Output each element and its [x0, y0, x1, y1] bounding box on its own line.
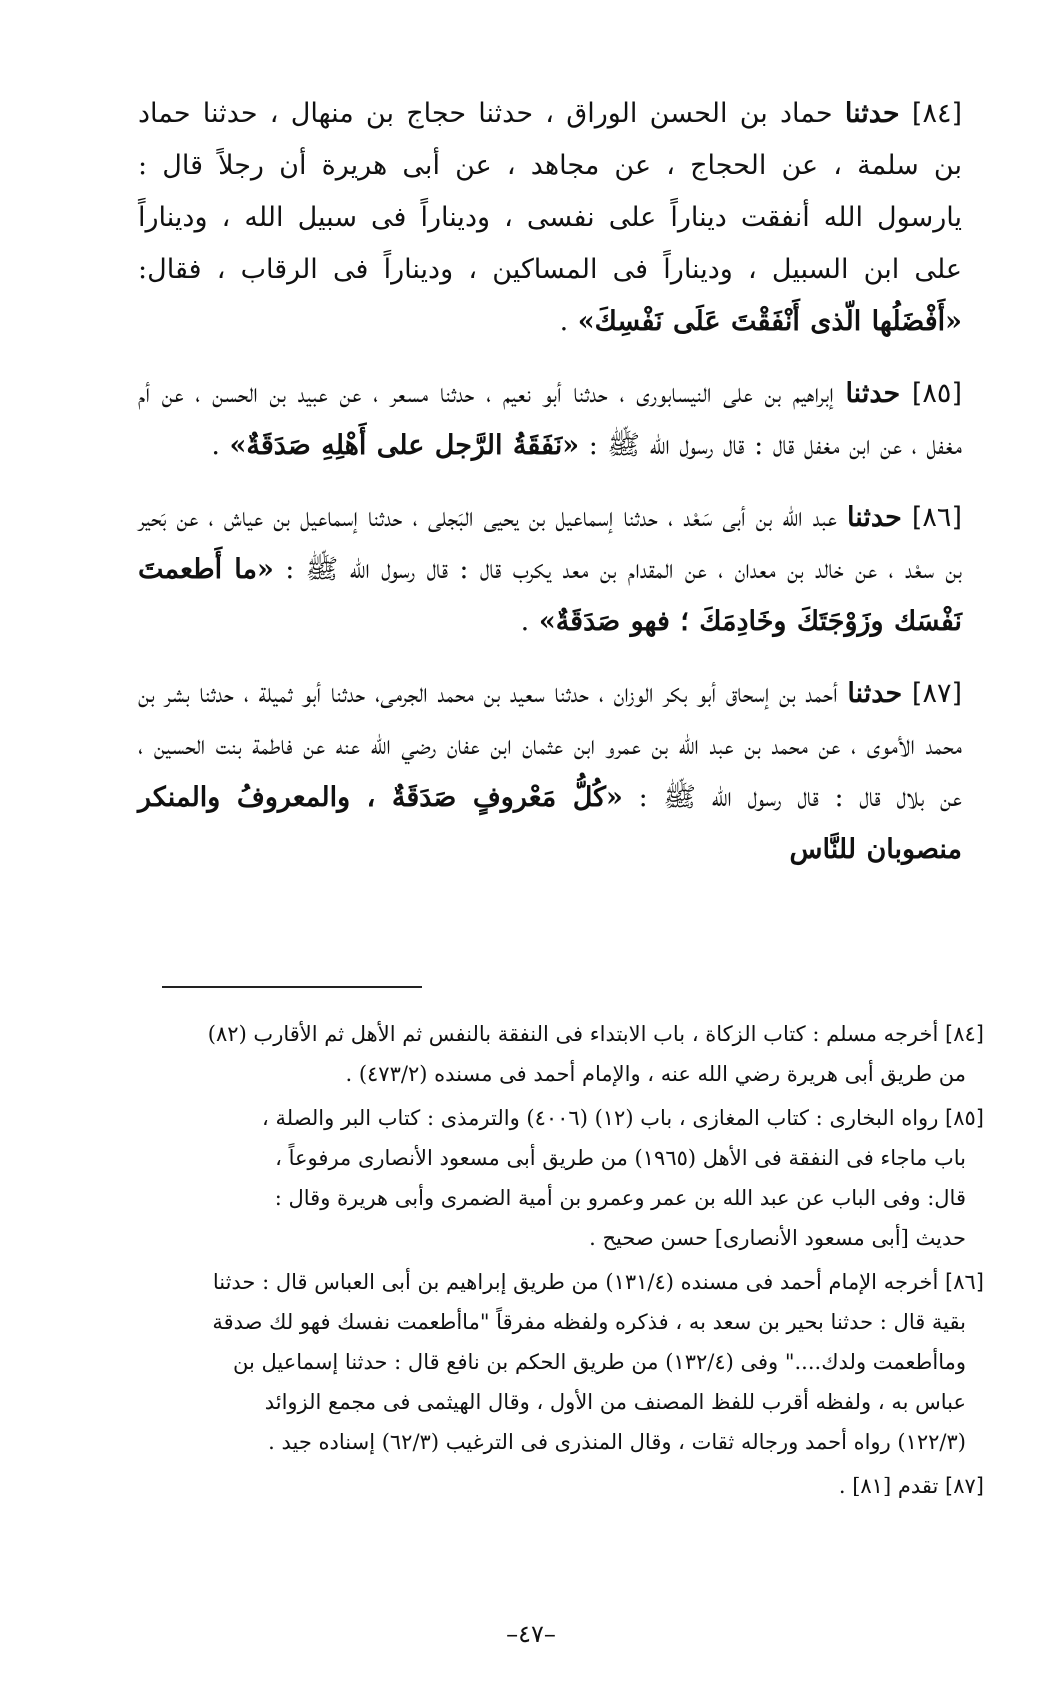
footnote-line [108, 1466, 984, 1506]
hadith-quote: «ما أَطعمتَ نَفْسَك وزَوْجَتَكَ وخَادِمَكَ ؛ فهو صَدَقَةٌ» [138, 554, 962, 637]
hadith-number: [٨٦] [911, 502, 962, 533]
hadith-text: عبد الله بن أبى سَعْد ، حدثنا إسماعيل بن يحيى البَجلى ، حدثنا إسماعيل بن عياش ، عن بَحير بن سعْد ، عن خالد بن معدان ، عن المقدام بن معد يكرب قال : قال رسول الله ﷺ : [138, 502, 962, 585]
footnote-divider [162, 986, 422, 988]
hadith-text: إبراهيم بن على النيسابورى ، حدثنا أبو نعيم ، حدثنا مسعر ، عن عبيد بن الحسن ، عن أم مغفل ، عن ابن مغفل قال : قال رسول الله ﷺ : [138, 378, 962, 461]
hadith-number: [٨٤] [911, 98, 962, 129]
footnote-text: رواه البخارى : كتاب المغازى ، باب (١٢) (٤٠٠٦) والترمذى : كتاب البر والصلة ، [262, 1106, 939, 1130]
hadith-number: [٨٥] [911, 378, 962, 409]
footnote-line: (١٢٢/٣) رواه أحمد ورجاله ثقات ، وقال المنذرى فى الترغيب (٦٢/٣) إسناده جيد . [268, 1430, 966, 1454]
hadith-quote: «نَفَقَةُ الرَّجل على أَهْلِهِ صَدَقَةٌ» [229, 430, 580, 461]
footnote-87 [108, 1466, 984, 1506]
footnote-line: من طريق أبى هريرة رضي الله عنه ، والإمام أحمد فى مسنده (٤٧٣/٢) . [345, 1062, 966, 1086]
footnote-text: أخرجه مسلم : كتاب الزكاة ، باب الابتداء فى النفقة بالنفس ثم الأهل ثم الأقارب (٨٢) [207, 1022, 939, 1046]
hadith-quote: «كُلُّ مَعْروفٍ صَدَقَةٌ ، والمعروفُ والمنكر منصوبان للنَّاس [138, 782, 962, 865]
footnote-text: تقدم [٨١] . [838, 1474, 939, 1498]
hadith-87 [138, 668, 962, 876]
footnote-line [108, 1014, 984, 1054]
footnote-line: عباس به ، ولفظه أقرب للفظ المصنف من الأول ، وقال الهيثمى فى مجمع الزوائد [264, 1390, 966, 1414]
footnote-line [108, 1098, 984, 1138]
hadith-text: أحمد بن إسحاق أبو بكر الوزان ، حدثنا سعيد بن محمد الجرمى، حدثنا أبو ثميلة ، حدثنا بشر بن محمد الأموى ، عن محمد بن عبد الله بن عمرو ابن عثمان ابن عفان رضي الله عنه عن فاطمة بنت الحسين ، عن بلال قال : قال رسول الله ﷺ : [138, 678, 962, 813]
hadith-lead: حدثنا [847, 678, 903, 709]
footnote-id: [٨٦] [945, 1270, 984, 1294]
footnote-text: أخرجه الإمام أحمد فى مسنده (١٣١/٤) من طريق إبراهيم بن أبى العباس قال : حدثنا [212, 1270, 939, 1294]
hadith-85 [138, 368, 962, 472]
hadith-end: . [520, 606, 539, 637]
page-number: –٤٧– [506, 1620, 556, 1648]
footnote-line: وماأطعمت ولدك...." وفى (١٣٢/٤) من طريق الحكم بن نافع قال : حدثنا إسماعيل بن [233, 1350, 966, 1374]
footnote-line: قال: وفى الباب عن عبد الله بن عمر وعمرو بن أمية الضمرى وأبى هريرة وقال : [274, 1186, 966, 1210]
hadith-end: . [559, 306, 578, 337]
hadith-number: [٨٧] [911, 678, 962, 709]
footnote-line: حديث [أبى مسعود الأنصارى] حسن صحيح . [589, 1226, 966, 1250]
footnote-line [108, 1262, 984, 1302]
main-text [138, 88, 962, 896]
hadith-86 [138, 492, 962, 648]
hadith-lead: حدثنا [844, 98, 900, 129]
footnotes [108, 1014, 984, 1510]
hadith-lead: حدثنا [845, 378, 901, 409]
hadith-lead: حدثنا [847, 502, 902, 533]
hadith-84 [138, 88, 962, 348]
footnote-85 [108, 1098, 984, 1258]
footnote-86 [108, 1262, 984, 1462]
footnote-id: [٨٤] [945, 1022, 984, 1046]
hadith-end: . [211, 430, 230, 461]
footnote-id: [٨٧] [945, 1474, 984, 1498]
hadith-text: حماد بن الحسن الوراق ، حدثنا حجاج بن منهال ، حدثنا حماد بن سلمة ، عن الحجاج ، عن مجاهد ، عن أبى هريرة أن رجلاً قال : يارسول الله أنفقت ديناراً على نفسى ، وديناراً فى سبيل الله ، وديناراً على ابن السبيل ، وديناراً فى المساكين ، وديناراً فى الرقاب ، فقال: [138, 98, 962, 285]
footnote-line: بقية قال : حدثنا بحير بن سعد به ، فذكره ولفظه مفرقاً "ماأطعمت نفسك فهو لك صدقة [212, 1310, 966, 1334]
hadith-quote: «أَفْضَلُها الّذى أَنْفَقْتَ عَلَى نَفْسِكَ» [577, 306, 962, 337]
footnote-id: [٨٥] [945, 1106, 984, 1130]
footnote-84 [108, 1014, 984, 1094]
footnote-line: باب ماجاء فى النفقة فى الأهل (١٩٦٥) من طريق أبى مسعود الأنصارى مرفوعاً ، [275, 1146, 966, 1170]
